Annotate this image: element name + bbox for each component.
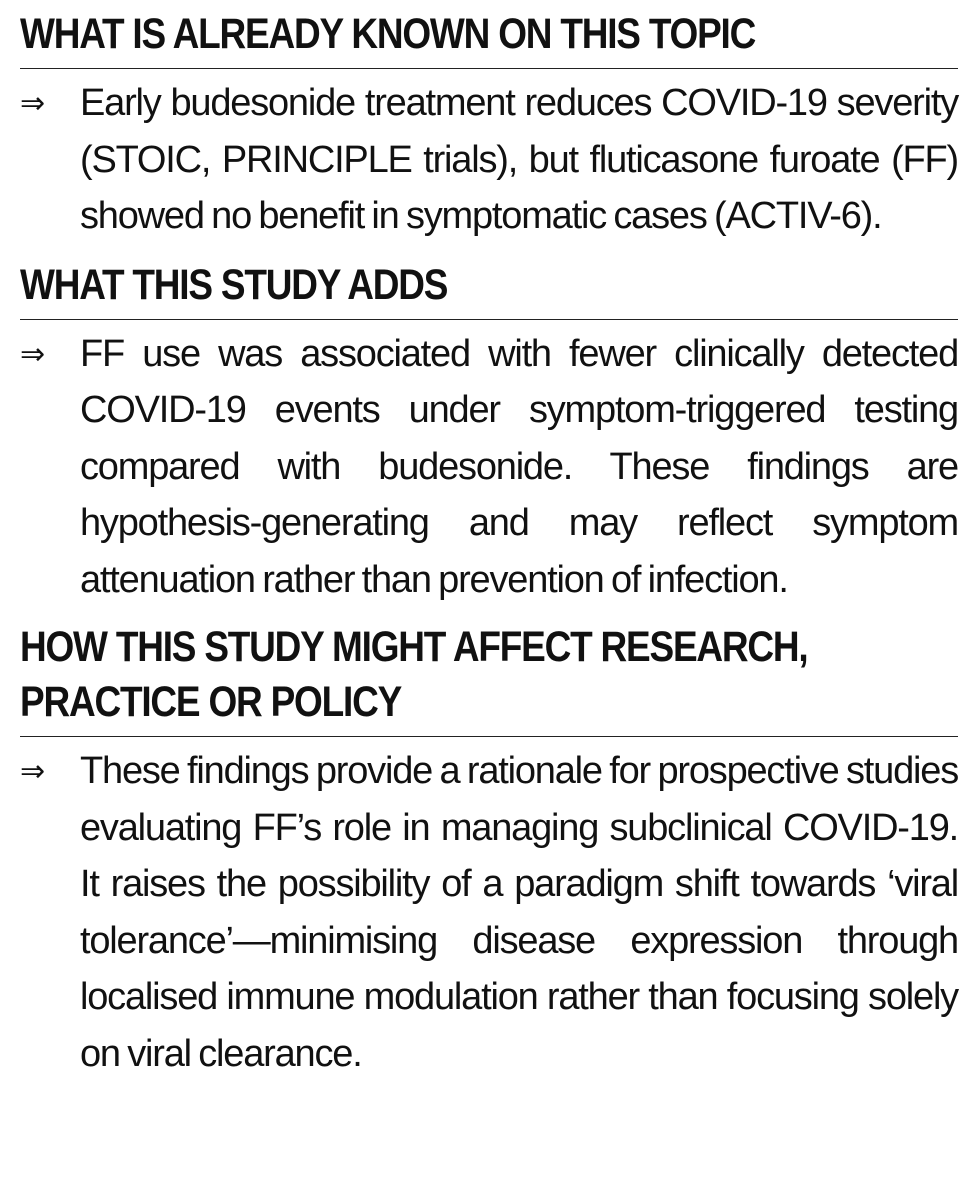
bullet-item bbox=[20, 75, 958, 245]
bullet-item bbox=[20, 326, 958, 609]
section-study-adds bbox=[20, 257, 958, 609]
bullet-text: These findings provide a rationale for prospective studies evaluating FF’s role in managing subclinical COVID-19. It raises the possibility of a paradigm shift towards ‘viral tolerance’—minimising disease expression through localised immune modulation rather than focusing solely on viral clearance. bbox=[80, 750, 958, 1075]
double-arrow-icon: ⇒ bbox=[20, 754, 46, 789]
section-divider bbox=[20, 736, 958, 737]
section-divider bbox=[20, 319, 958, 320]
bullet-text: FF use was associated with fewer clinically detected COVID-19 events under symptom-triggered testing compared with budesonide. These findings are hypothesis-generating and may reflect symptom attenuation rather than prevention of infection. bbox=[80, 332, 958, 601]
bullet-text: Early budesonide treatment reduces COVID-19 severity (STOIC, PRINCIPLE trials), but fluticasone furoate (FF) showed no benefit in symptomatic cases (ACTIV-6). bbox=[80, 82, 958, 237]
section-affect-research bbox=[20, 620, 958, 1082]
section-heading: WHAT IS ALREADY KNOWN ON THIS TOPIC bbox=[20, 10, 756, 58]
section-divider bbox=[20, 68, 958, 69]
double-arrow-icon: ⇒ bbox=[20, 336, 46, 372]
section-heading bbox=[20, 620, 827, 730]
bullet-item bbox=[20, 743, 958, 1082]
section-already-known bbox=[20, 6, 958, 245]
section-heading-line: HOW THIS STUDY MIGHT AFFECT RESEARCH, bbox=[20, 623, 808, 671]
section-heading-line: PRACTICE OR POLICY bbox=[20, 678, 402, 726]
section-heading: WHAT THIS STUDY ADDS bbox=[20, 260, 448, 309]
double-arrow-icon: ⇒ bbox=[20, 86, 46, 121]
